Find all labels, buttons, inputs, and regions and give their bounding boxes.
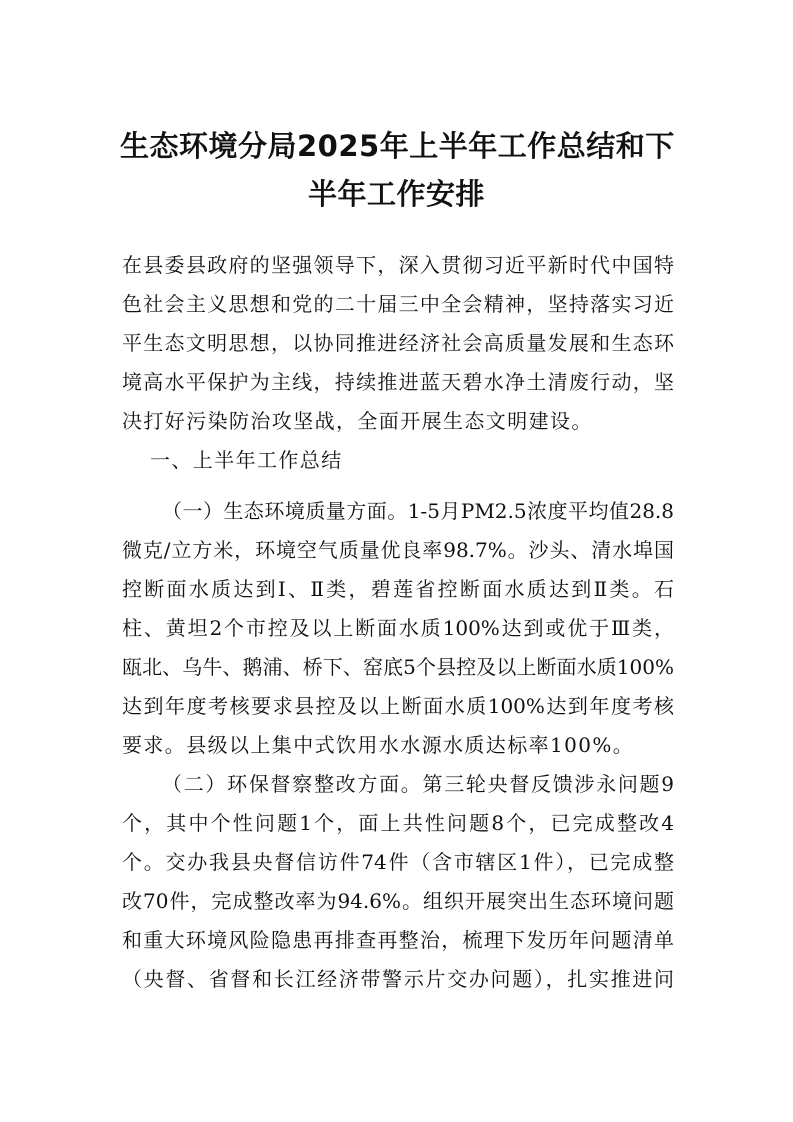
para1-line-5: 瓯北、乌牛、鹅浦、桥下、窑底5个县控及以上断面水质100% <box>122 655 674 679</box>
document-title-line-2: 半年工作安排 <box>307 177 485 211</box>
para1-line-1: （一）生态环境质量方面。1-5月PM2.5浓度平均值28.8 <box>162 499 674 523</box>
para2-line-5: 和重大环境风险隐患再排查再整治，梳理下发历年问题清单 <box>122 928 674 952</box>
para1-line-6: 达到年度考核要求县控及以上断面水质100%达到年度考核 <box>122 694 674 718</box>
intro-line-1: 在县委县政府的坚强领导下，深入贯彻习近平新时代中国特 <box>122 253 674 277</box>
intro-line-2: 色社会主义思想和党的二十届三中全会精神，坚持落实习近 <box>122 292 674 316</box>
para1-line-7: 要求。县级以上集中式饮用水水源水质达标率100%。 <box>122 733 635 757</box>
intro-line-4: 境高水平保护为主线，持续推进蓝天碧水净土清废行动，坚 <box>122 370 674 394</box>
document-title-line-1: 生态环境分局2025年上半年工作总结和下 <box>120 129 675 163</box>
para2-line-4: 改70件，完成整改率为94.6%。组织开展突出生态环境问题 <box>122 889 674 913</box>
para2-line-2: 个，其中个性问题1个，面上共性问题8个，已完成整改4 <box>122 811 674 835</box>
intro-line-5: 决打好污染防治攻坚战，全面开展生态文明建设。 <box>122 409 593 433</box>
section-heading: 一、上半年工作总结 <box>150 448 343 472</box>
para2-line-1: （二）环保督察整改方面。第三轮央督反馈涉永问题9 <box>162 772 674 796</box>
para1-line-3: 控断面水质达到Ⅰ、Ⅱ类，碧莲省控断面水质达到Ⅱ类。石 <box>122 577 674 601</box>
para2-line-3: 个。交办我县央督信访件74件（含市辖区1件），已完成整 <box>122 850 674 874</box>
para2-line-6: （央督、省督和长江经济带警示片交办问题），扎实推进问 <box>122 967 674 991</box>
intro-line-3: 平生态文明思想，以协同推进经济社会高质量发展和生态环 <box>122 331 674 355</box>
para1-line-4: 柱、黄坦2个市控及以上断面水质100%达到或优于Ⅲ类， <box>122 616 674 640</box>
para1-line-2: 微克/立方米，环境空气质量优良率98.7%。沙头、清水埠国 <box>122 538 674 562</box>
